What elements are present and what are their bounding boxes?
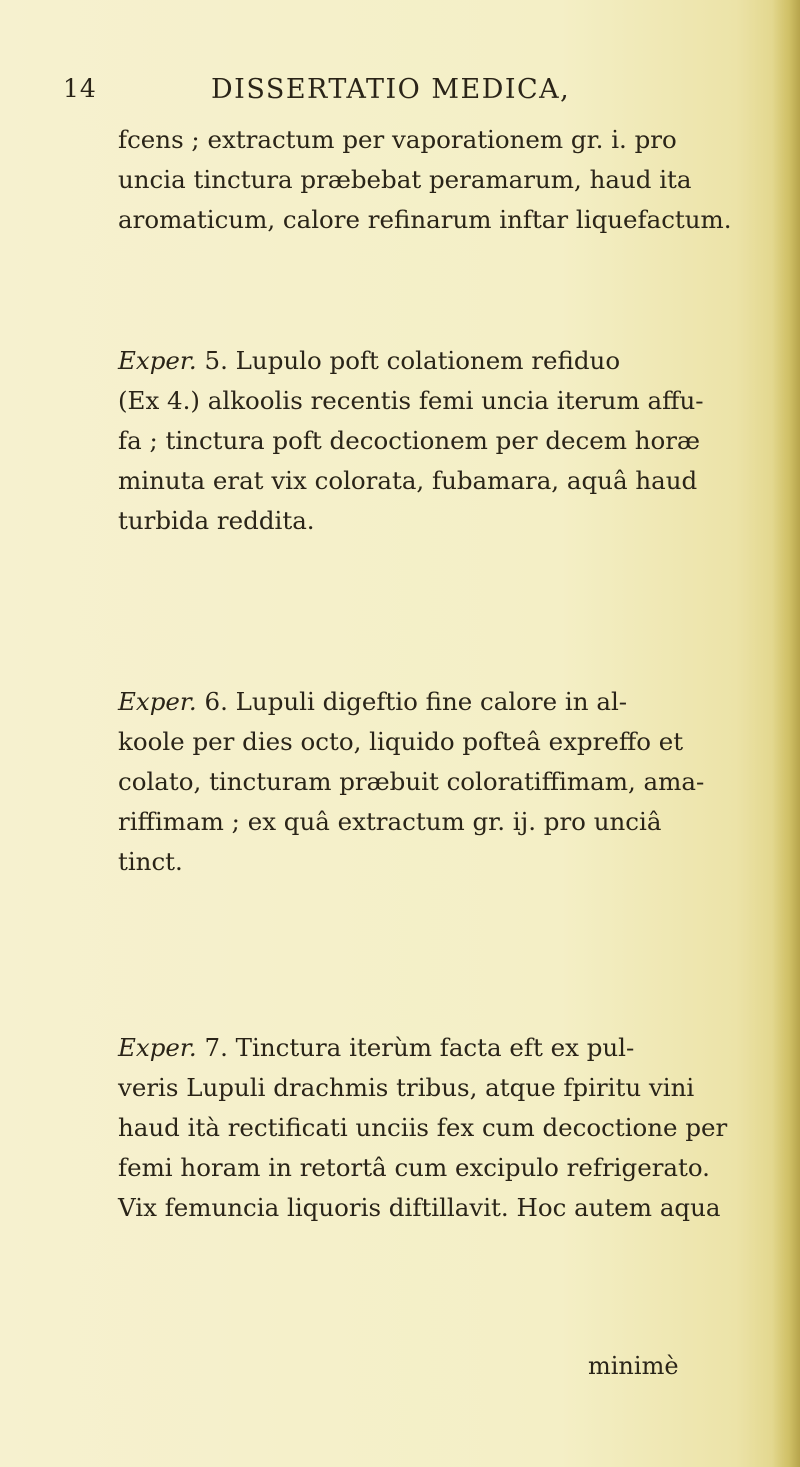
text-line: (Ex 4.) alkoolis recentis femi uncia iterum affu- — [118, 386, 704, 415]
line-text: 5. Lupulo poft colationem refiduo — [196, 346, 621, 375]
text-line: Vix femuncia liquoris diftillavit. Hoc autem aqua — [118, 1193, 721, 1222]
text-line — [118, 682, 633, 722]
text-line: veris Lupuli drachmis tribus, atque fpiritu vini — [118, 1073, 695, 1102]
text-line: colato, tincturam præbuit coloratiffimam, ama- — [118, 767, 705, 796]
text-line: fa ; tinctura poft decoctionem per decem horæ — [118, 426, 701, 455]
text-line: haud ità rectificati unciis fex cum decoctione per — [118, 1113, 728, 1142]
line-text: 6. Lupuli digeftio fine calore in al- — [196, 687, 628, 716]
text-line: aromaticum, calore refinarum inftar liquefactum. — [118, 205, 732, 234]
catchword: minimè — [588, 1352, 679, 1380]
text-line: femi horam in retortâ cum excipulo refrigerato. — [118, 1153, 710, 1182]
text-line: minuta erat vix colorata, fubamara, aquâ haud — [118, 466, 698, 495]
running-title: DISSERTATIO MEDICA, — [211, 74, 571, 105]
page-edge-shading — [772, 0, 800, 1467]
text-line: riffimam ; ex quâ extractum gr. ij. pro unciâ — [118, 807, 662, 836]
paragraph-experiment-5 — [118, 341, 704, 541]
text-line: fcens ; extractum per vaporationem gr. i. pro — [118, 125, 677, 154]
text-line — [118, 341, 633, 381]
experiment-label: Exper. — [118, 1033, 197, 1062]
paragraph-experiment-7 — [118, 1028, 728, 1228]
text-line: uncia tinctura præbebat peramarum, haud ita — [118, 165, 692, 194]
text-line: tinct. — [118, 847, 183, 876]
running-head — [0, 74, 800, 114]
experiment-label: Exper. — [118, 687, 197, 716]
line-text: 7. Tinctura iterùm facta eft ex pul- — [196, 1033, 635, 1062]
text-line: koole per dies octo, liquido pofteâ expreffo et — [118, 727, 684, 756]
text-line: turbida reddita. — [118, 506, 315, 535]
paragraph-experiment-6 — [118, 682, 705, 882]
page-number: 14 — [63, 74, 97, 103]
paragraph-continuation — [118, 120, 732, 240]
body-text — [118, 120, 732, 1228]
experiment-label: Exper. — [118, 346, 197, 375]
text-line — [118, 1028, 633, 1068]
